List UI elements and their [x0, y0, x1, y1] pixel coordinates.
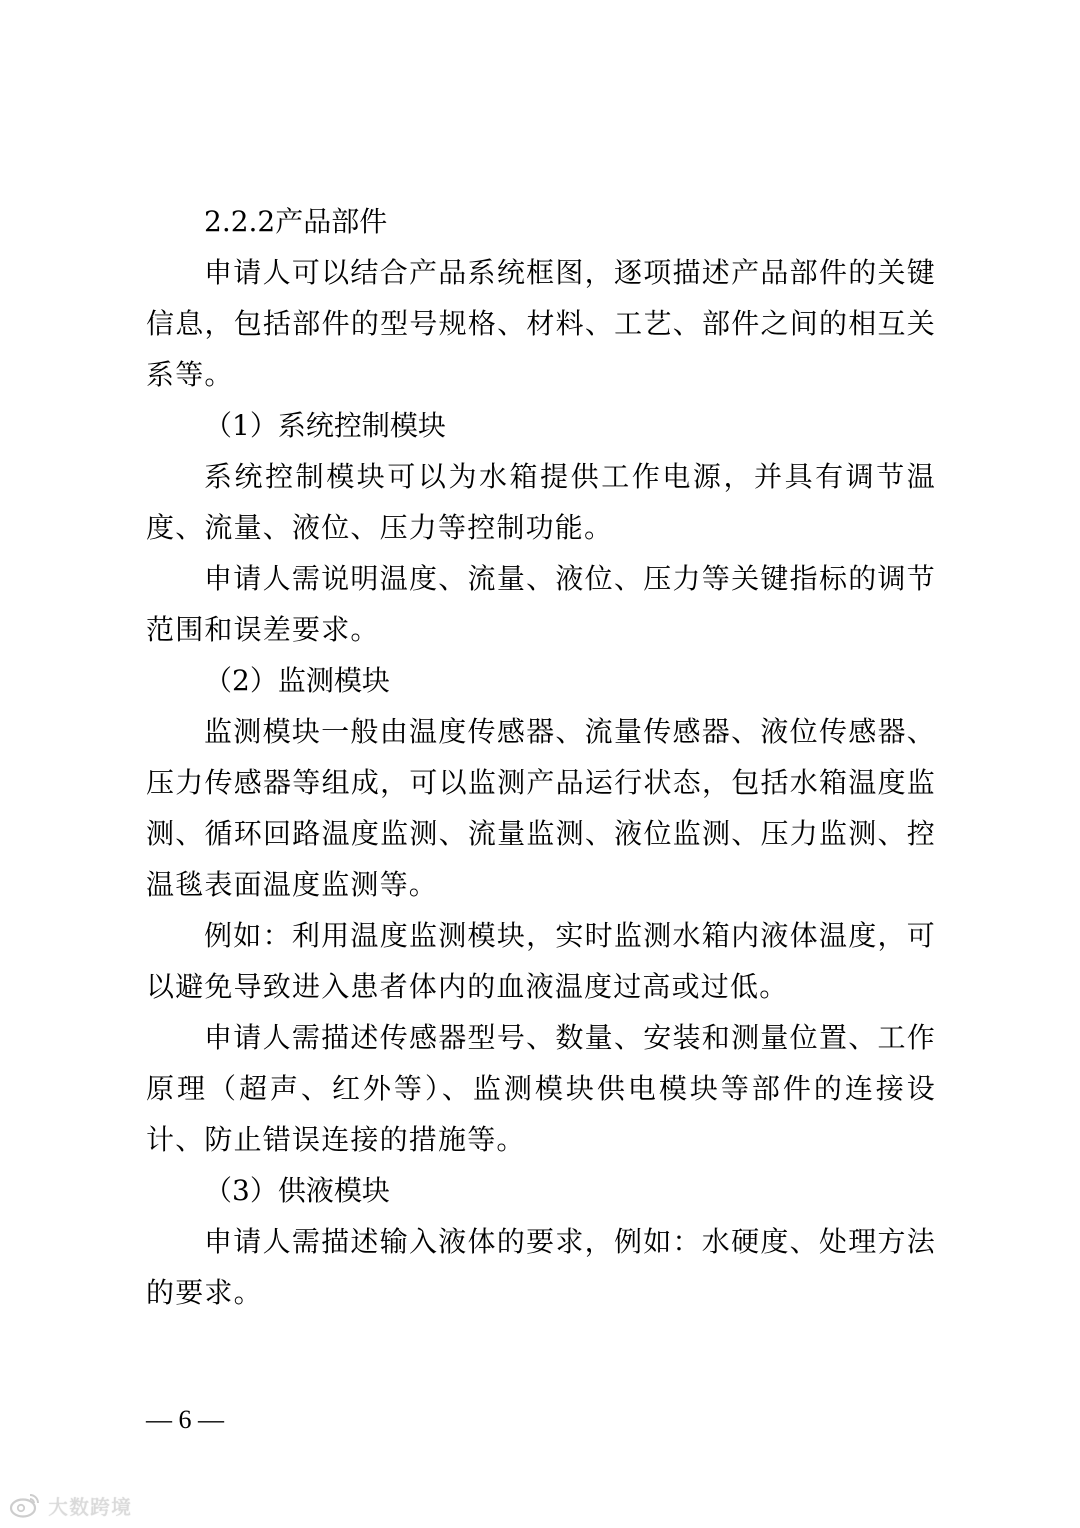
- watermark-text: 大数跨境: [48, 1494, 132, 1519]
- module1-paragraph-1: 系统控制模块可以为水箱提供工作电源，并具有调节温度、流量、液位、压力等控制功能。: [146, 460, 936, 544]
- module2-paragraph-3: 申请人需描述传感器型号、数量、安装和测量位置、工作原理（超声、红外等）、监测模块供电模块等部件的连接设计、防止错误连接的措施等。: [146, 1021, 936, 1156]
- module2-paragraph-2: 例如：利用温度监测模块，实时监测水箱内液体温度，可以避免导致进入患者体内的血液温度过高或过低。: [146, 919, 936, 1003]
- module3-heading: （3）供液模块: [204, 1174, 390, 1207]
- weibo-logo-icon: [8, 1491, 42, 1519]
- module2-heading: （2）监测模块: [204, 664, 390, 697]
- section-heading: 2.2.2产品部件: [204, 205, 388, 238]
- document-body: [146, 196, 936, 1318]
- module1-heading: （1）系统控制模块: [204, 409, 446, 442]
- page-number: — 6 —: [146, 1405, 224, 1434]
- watermark: [8, 1490, 132, 1520]
- intro-paragraph: 申请人可以结合产品系统框图，逐项描述产品部件的关键信息，包括部件的型号规格、材料、工艺、部件之间的相互关系等。: [146, 256, 936, 391]
- module1-paragraph-2: 申请人需说明温度、流量、液位、压力等关键指标的调节范围和误差要求。: [146, 562, 936, 646]
- module3-paragraph-1: 申请人需描述输入液体的要求，例如：水硬度、处理方法的要求。: [146, 1225, 936, 1309]
- module2-paragraph-1: 监测模块一般由温度传感器、流量传感器、液位传感器、压力传感器等组成，可以监测产品运行状态，包括水箱温度监测、循环回路温度监测、流量监测、液位监测、压力监测、控温毯表面温度监测等。: [146, 715, 936, 901]
